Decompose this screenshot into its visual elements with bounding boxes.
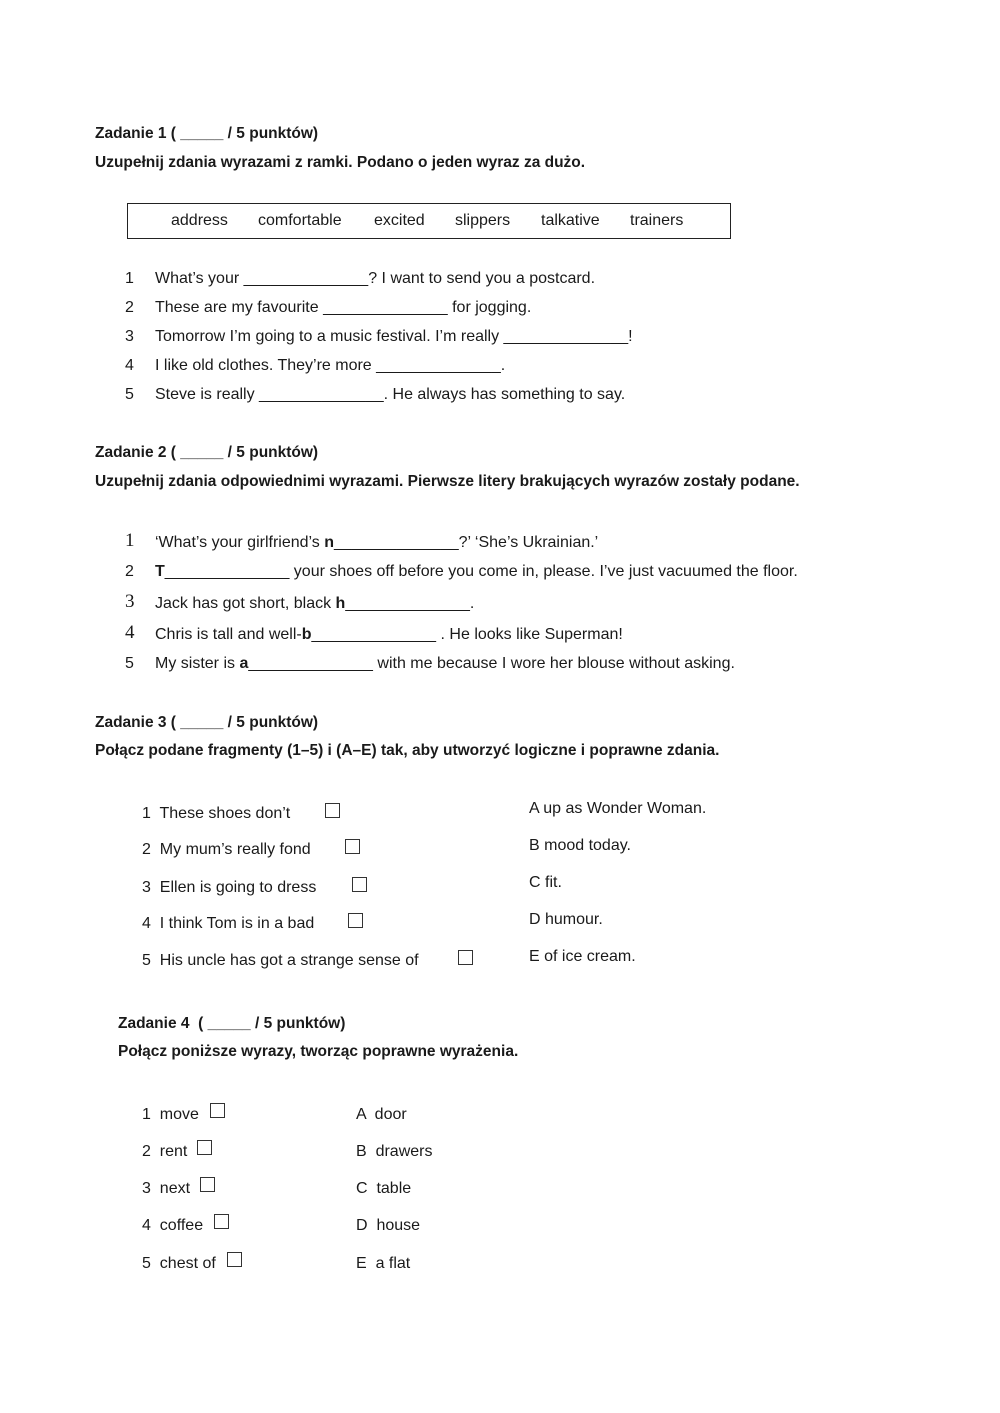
task3-fragment: 1 These shoes don’t: [142, 805, 291, 822]
sentence-before: ‘What’s your girlfriend’s: [155, 534, 325, 551]
word-box-item: trainers: [630, 212, 684, 229]
task4-match: A door: [356, 1106, 407, 1123]
item-number: 4: [125, 622, 135, 643]
answer-checkbox[interactable]: [325, 803, 340, 818]
task2-sentence: [155, 625, 623, 645]
answer-checkbox[interactable]: [227, 1252, 242, 1267]
task3-fragment: 5 His uncle has got a strange sense of: [142, 952, 419, 969]
task3-ending: A up as Wonder Woman.: [529, 800, 707, 817]
answer-checkbox[interactable]: [352, 877, 367, 892]
task4-match: B drawers: [356, 1143, 433, 1160]
given-letter: n: [324, 534, 335, 551]
task4-word: 3 next: [142, 1180, 191, 1197]
task4-match: C table: [356, 1180, 412, 1197]
task2-title: Zadanie 2 ( _____ / 5 punktów): [95, 444, 319, 461]
task3-fragment: 2 My mum’s really fond: [142, 841, 311, 858]
task3-fragment: 3 Ellen is going to dress: [142, 879, 317, 896]
word-box-item: address: [171, 212, 228, 229]
task2-sentence: [155, 562, 798, 582]
sentence-before: My sister is: [155, 655, 240, 672]
item-number: 1: [125, 530, 135, 551]
answer-checkbox[interactable]: [458, 950, 473, 965]
answer-checkbox[interactable]: [348, 913, 363, 928]
sentence-after: ______________ . He looks like Superman!: [311, 626, 623, 643]
task1-sentence: What’s your ______________? I want to send you a postcard.: [155, 270, 596, 287]
task3-ending: B mood today.: [529, 837, 631, 854]
task1-sentence: Steve is really ______________. He always has something to say.: [155, 386, 626, 403]
word-box: [127, 203, 731, 239]
word-box-item: comfortable: [258, 212, 342, 229]
task1-title: Zadanie 1 ( _____ / 5 punktów): [95, 125, 319, 142]
word-box-item: slippers: [455, 212, 511, 229]
answer-checkbox[interactable]: [210, 1103, 225, 1118]
given-letter: h: [335, 595, 346, 612]
answer-checkbox[interactable]: [345, 839, 360, 854]
task3-ending: D humour.: [529, 911, 603, 928]
task3-title: Zadanie 3 ( _____ / 5 punktów): [95, 714, 319, 731]
task4-instruction: Połącz poniższe wyrazy, tworząc poprawne wyrażenia.: [118, 1043, 519, 1060]
given-letter: b: [301, 626, 312, 643]
task4-match: D house: [356, 1217, 421, 1234]
task2-instruction: Uzupełnij zdania odpowiednimi wyrazami. Pierwsze litery brakujących wyrazów zostały podane.: [95, 473, 800, 490]
task3-fragment: 4 I think Tom is in a bad: [142, 915, 315, 932]
task2-sentence: [155, 594, 474, 614]
item-number: 1: [125, 270, 134, 287]
task2-sentence: [155, 533, 598, 553]
item-number: 2: [125, 299, 134, 316]
task3-instruction: Połącz podane fragmenty (1–5) i (A–E) tak, aby utworzyć logiczne i poprawne zdania.: [95, 742, 720, 759]
task1-sentence: These are my favourite ______________ for jogging.: [155, 299, 532, 316]
sentence-before: Chris is tall and well-: [155, 626, 302, 643]
given-letter: a: [239, 655, 249, 672]
sentence-before: Jack has got short, black: [155, 595, 336, 612]
item-number: 4: [125, 357, 134, 374]
answer-checkbox[interactable]: [197, 1140, 212, 1155]
item-number: 5: [125, 655, 134, 672]
sentence-after: ______________ your shoes off before you come in, please. I’ve just vacuumed the floor.: [164, 563, 798, 580]
task1-instruction: Uzupełnij zdania wyrazami z ramki. Podano o jeden wyraz za dużo.: [95, 154, 586, 171]
answer-checkbox[interactable]: [200, 1177, 215, 1192]
item-number: 3: [125, 328, 134, 345]
sentence-after: ______________.: [345, 595, 475, 612]
word-box-item: talkative: [541, 212, 600, 229]
given-letter: T: [155, 563, 165, 580]
task4-title: Zadanie 4 ( _____ / 5 punktów): [118, 1015, 346, 1032]
task2-sentence: [155, 654, 735, 674]
answer-checkbox[interactable]: [214, 1214, 229, 1229]
task4-word: 4 coffee: [142, 1217, 204, 1234]
task4-word: 1 move: [142, 1106, 199, 1123]
task4-match: E a flat: [356, 1255, 411, 1272]
task4-word: 2 rent: [142, 1143, 188, 1160]
sentence-after: ______________?’ ‘She’s Ukrainian.’: [334, 534, 599, 551]
task1-sentence: Tomorrow I’m going to a music festival. I’m really ______________!: [155, 328, 633, 345]
word-box-item: excited: [374, 212, 425, 229]
task4-word: 5 chest of: [142, 1255, 216, 1272]
task1-sentence: I like old clothes. They’re more ______________.: [155, 357, 506, 374]
item-number: 2: [125, 563, 134, 580]
task3-ending: E of ice cream.: [529, 948, 636, 965]
task3-ending: C fit.: [529, 874, 562, 891]
item-number: 3: [125, 591, 135, 612]
sentence-after: ______________ with me because I wore her blouse without asking.: [248, 655, 735, 672]
item-number: 5: [125, 386, 134, 403]
